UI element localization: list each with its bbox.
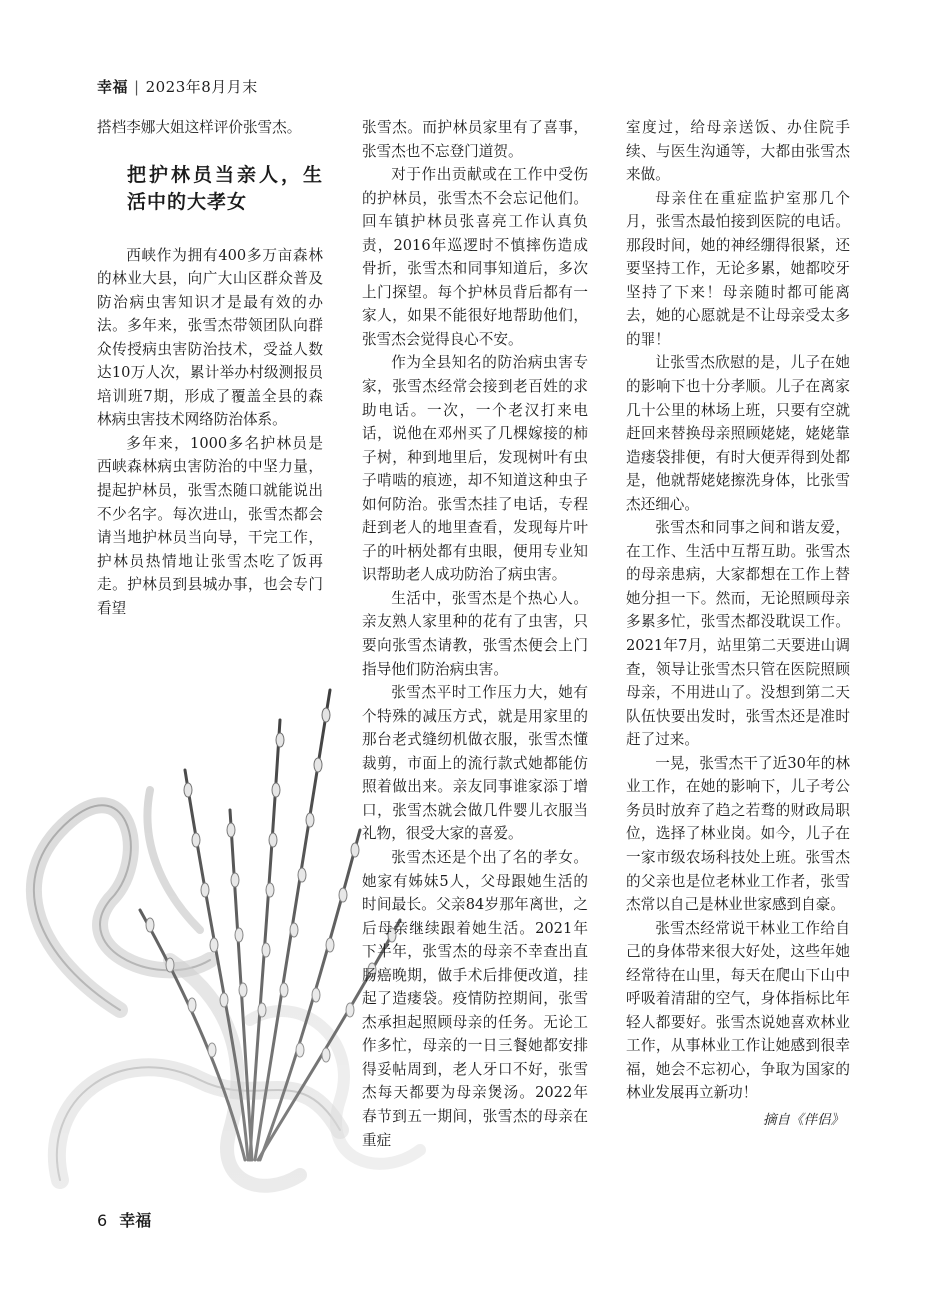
footer-magazine-name: 幸福 [119,1211,152,1230]
paragraph: 西峡作为拥有400多万亩森林的林业大县，向广大山区群众普及防治病虫害知识才是最有效的办法。多年来，张雪杰带领团队向群众传授病虫害防治技术，受益人数达10万人次，累计举办村级测报员培训班7期，形成了覆盖全县的森林病虫害技术网络防治体系。 [97,246,323,429]
paragraph: 对于作出贡献或在工作中受伤的护林员，张雪杰不会忘记他们。回车镇护林员张喜亮工作认真负责，2016年巡逻时不慎摔伤造成骨折，张雪杰和同事知道后，多次上门探望。每个护林员背后都有一家人，如果不能很好地帮助他们，张雪杰会觉得良心不安。 [362,166,588,348]
running-header [97,76,258,97]
paragraph: 张雪杰和同事之间和谐友爱，在工作、生活中互帮互助。张雪杰的母亲患病，大家都想在工作上替她分担一下。然而，无论照顾母亲多累多忙，张雪杰都没耽误工作。2021年7月，站里第二天要进山调查，领导让张雪杰只管在医院照顾母亲，不用进山了。没想到第二天队伍快要出发时，张雪杰还是准时赶了过来。 [626,519,850,749]
section-heading: 把护林员当亲人，生活中的大孝女 [127,163,323,213]
header-magazine-name: 幸福 [97,78,129,96]
text-column-1 [97,116,323,620]
paragraph: 张雪杰平时工作压力大，她有个特殊的减压方式，就是用家里的那台老式缝纫机做衣服，张雪杰懂裁剪，市面上的流行款式她都能仿照着做出来。亲友同事谁家添丁增口，张雪杰就会做几件婴儿衣服当礼物，很受大家的喜爱。 [362,684,588,843]
paragraph: 张雪杰经常说干林业工作给自己的身体带来很大好处，这些年她经常待在山里，每天在爬山下山中呼吸着清甜的空气，身体指标比年轻人都要好。张雪杰说她喜欢林业工作，从事林业工作让她感到很幸福，她会不忘初心，争取为国家的林业发展再立新功！ [626,919,850,1102]
paragraph: 母亲住在重症监护室那几个月，张雪杰最怕接到医院的电话。那段时间，她的神经绷得很紧，还要坚持工作，无论多累，她都咬牙坚持了下来！母亲随时都可能离去，她的心愿就是不让母亲受太多的罪！ [626,189,850,348]
paragraph: 多年来，1000多名护林员是西峡森林病虫害防治的中坚力量，提起护林员，张雪杰随口就能说出不少名字。每次进山，张雪杰都会请当地护林员当向导，干完工作，护林员热情地让张雪杰吃了饭再走。护林员到县城办事，也会专门看望 [97,434,323,617]
page-footer [97,1208,151,1231]
header-issue-date: 2023年8月月末 [145,78,258,96]
text-column-2 [362,116,588,1152]
paragraph: 室度过，给母亲送饭、办住院手续、与医生沟通等，大都由张雪杰来做。 [626,119,850,184]
paragraph: 张雪杰。而护林员家里有了喜事，张雪杰也不忘登门道贺。 [362,119,588,160]
page-number: 6 [97,1211,108,1230]
header-separator: | [134,78,140,96]
paragraph: 让张雪杰欣慰的是，儿子在她的影响下也十分孝顺。儿子在离家几十公里的林场上班，只要有空就赶回来替换母亲照顾姥姥，姥姥靠造瘘袋排便，有时大便弄得到处都是，他就帮姥姥擦洗身体，比张雪杰还细心。 [626,354,850,513]
article-source: 摘自《伴侣》 [763,1111,844,1128]
paragraph: 作为全县知名的防治病虫害专家，张雪杰经常会接到老百姓的求助电话。一次，一个老汉打来电话，说他在邓州买了几棵嫁接的柿子树，种到地里后，发现树叶有虫子啃啮的痕迹，却不知道这种虫子如何防治。张雪杰挂了电话，专程赶到老人的地里查看，发现每片叶子的叶柄处都有虫眼，便用专业知识帮助老人成功防治了病虫害。 [362,354,588,584]
paragraph: 一晃，张雪杰干了近30年的林业工作，在她的影响下，儿子考公务员时放弃了趋之若骛的财政局职位，选择了林业岗。如今，儿子在一家市级农场科技处上班。张雪杰的父亲也是位老林业工作者，张雪杰常以自己是林业世家感到自豪。 [626,754,850,914]
paragraph: 生活中，张雪杰是个热心人。亲友熟人家里种的花有了虫害，只要向张雪杰请教，张雪杰便会上门指导他们防治病虫害。 [362,589,588,678]
paragraph: 搭档李娜大姐这样评价张雪杰。 [97,119,302,136]
paragraph: 张雪杰还是个出了名的孝女。她家有姊妹5人，父母跟她生活的时间最长。父亲84岁那年离世，之后母亲继续跟着她生活。2021年下半年，张雪杰的母亲不幸查出直肠癌晚期，做手术后排便改道，挂起了造瘘袋。疫情防控期间，张雪杰承担起照顾母亲的任务。无论工作多忙，母亲的一日三餐她都安排得妥帖周到，老人牙口不好，张雪杰每天都要为母亲煲汤。2022年春节到五一期间，张雪杰的母亲在重症 [362,848,588,1149]
text-column-3 [626,116,850,1133]
